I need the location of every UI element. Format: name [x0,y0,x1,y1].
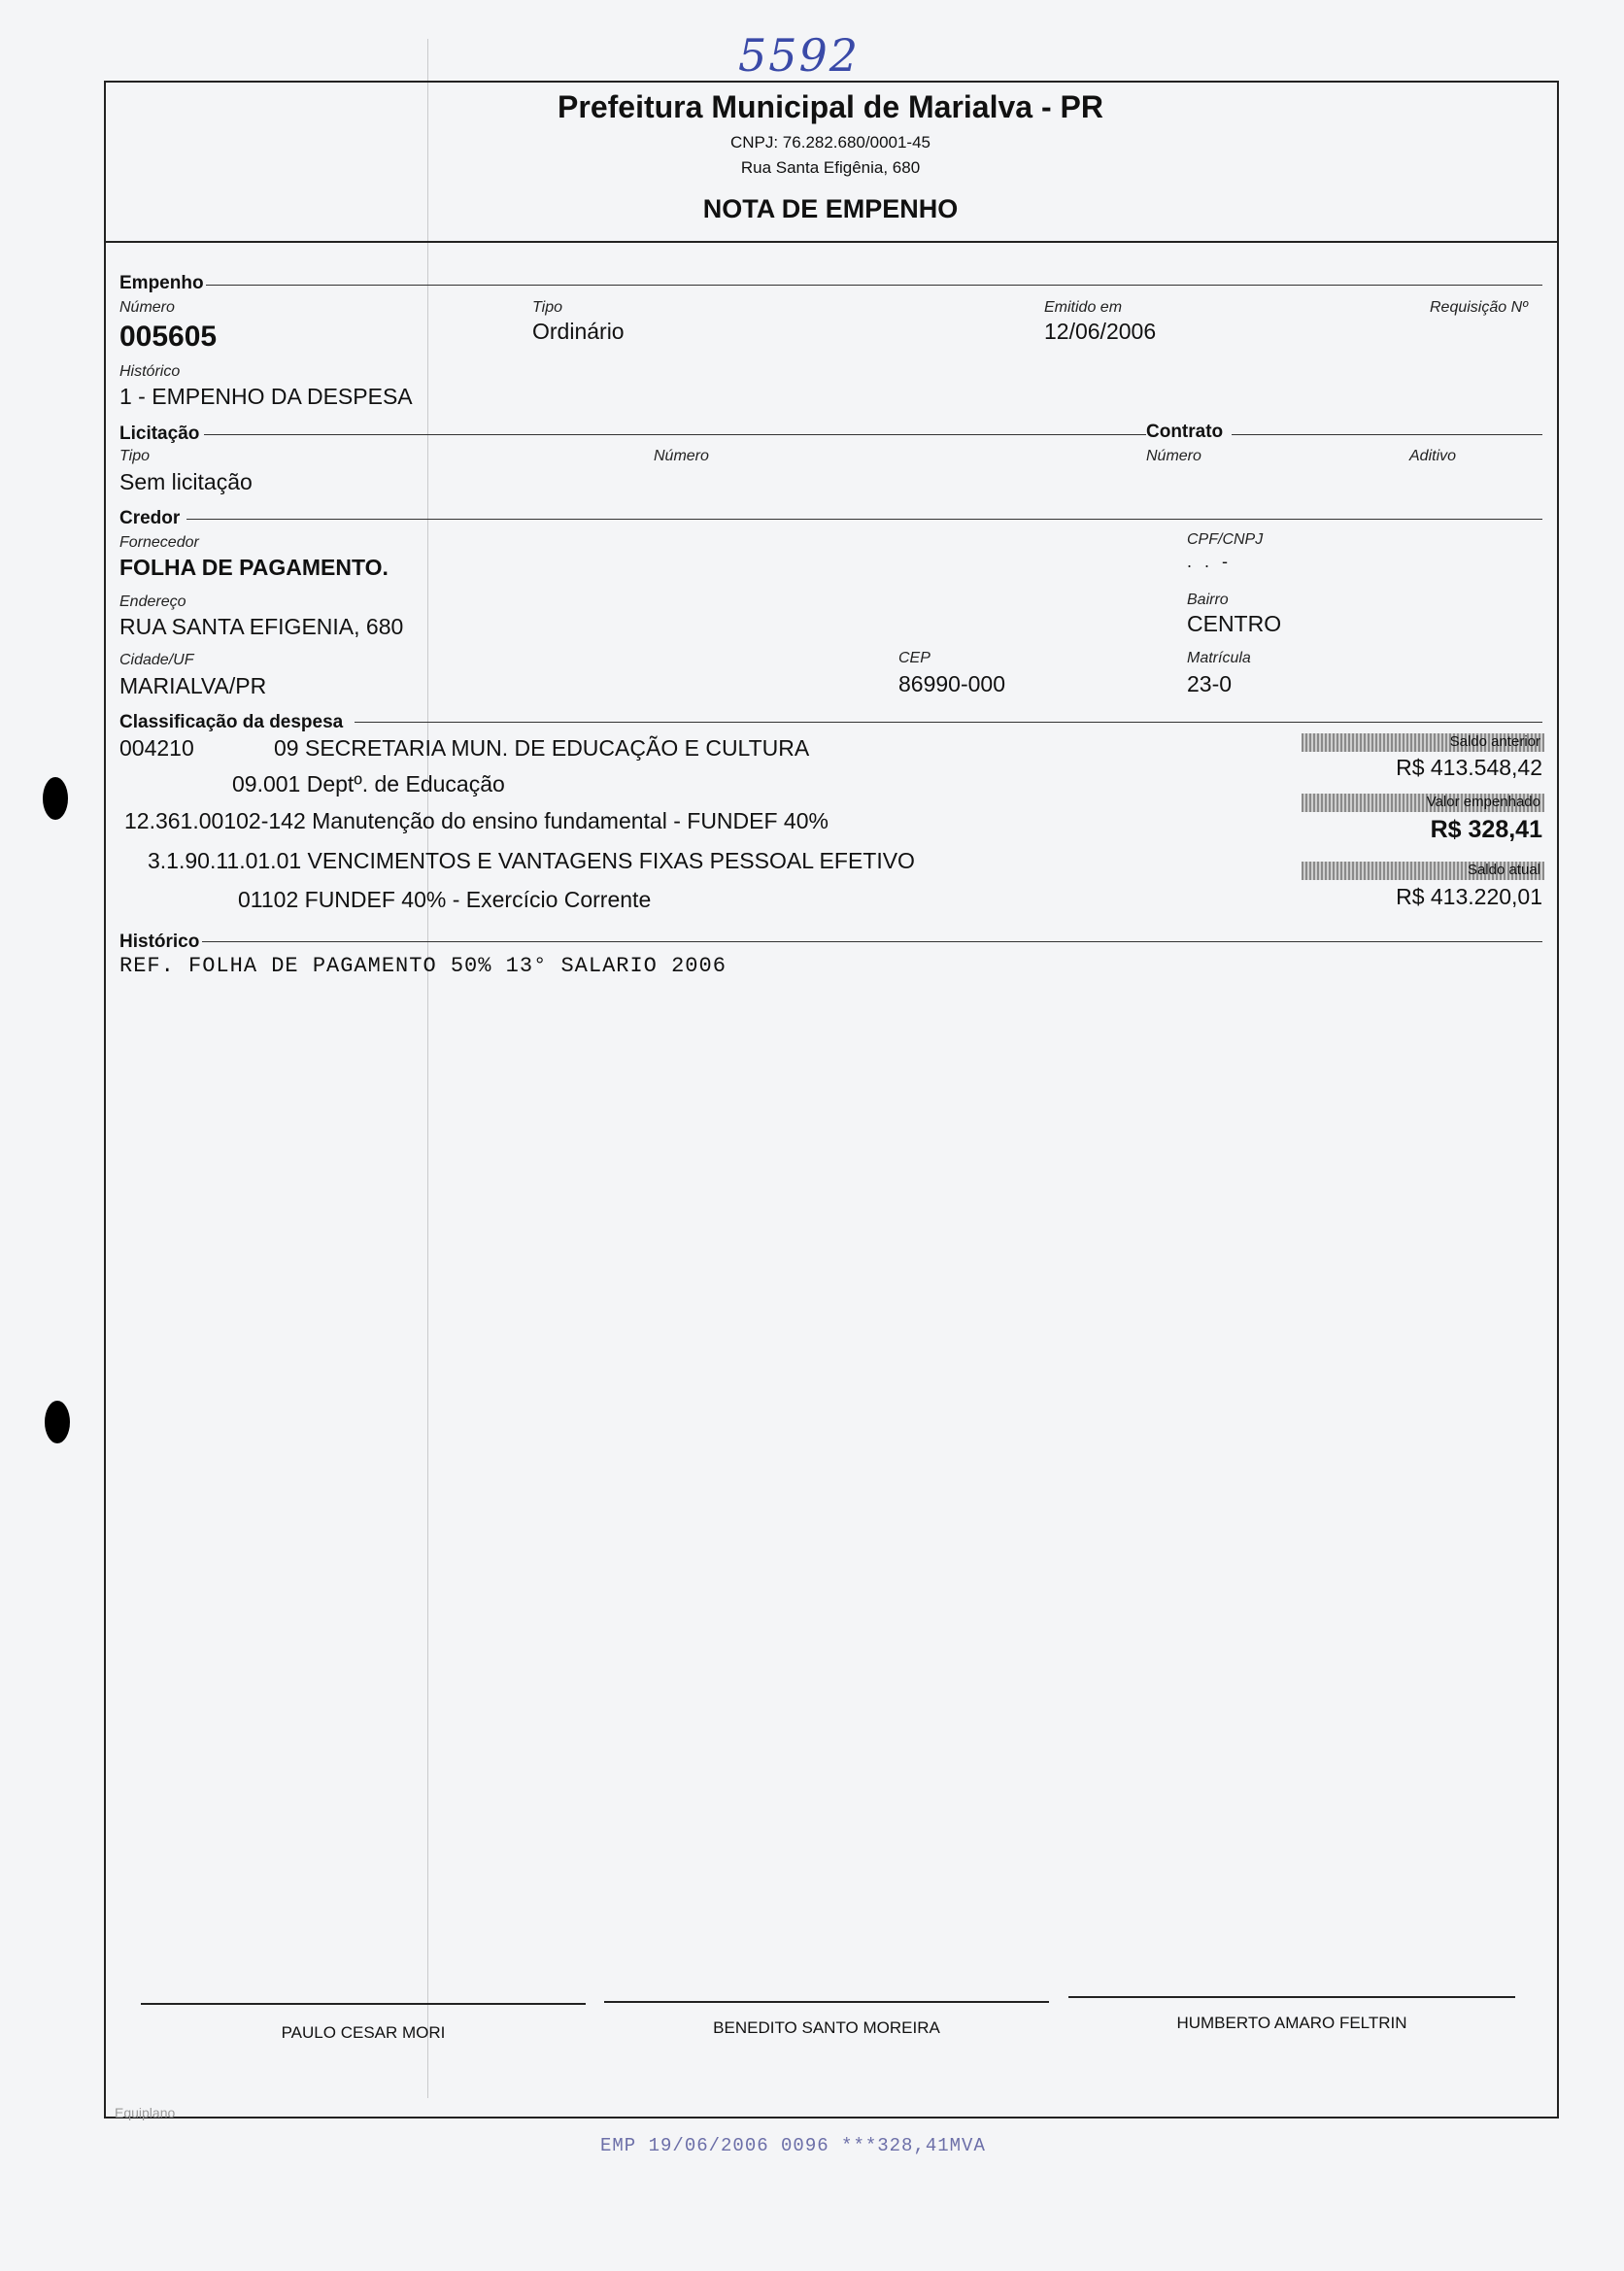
empenho-tipo: Ordinário [532,319,625,344]
classificacao-line4: 3.1.90.11.01.01 VENCIMENTOS E VANTAGENS FIXAS PESSOAL EFETIVO [148,848,915,873]
label-emitido: Emitido em [1044,299,1123,316]
credor-cep: 86990-000 [898,671,1005,696]
section-licitacao: Licitação [119,424,200,444]
label-numero: Número [119,299,175,316]
software-label: Equiplano [115,2105,176,2120]
empenho-number: 005605 [119,321,218,353]
section-classificacao: Classificação da despesa [119,712,344,732]
header-address: Rua Santa Efigênia, 680 [740,158,921,177]
credor-endereco: RUA SANTA EFIGENIA, 680 [119,614,404,639]
classificacao-line5: 01102 FUNDEF 40% - Exercício Corrente [238,887,652,912]
header-divider [104,241,1557,243]
label-cidade: Cidade/UF [119,652,194,668]
signature-line-2 [604,2001,1049,2003]
signature-line-1 [141,2003,586,2005]
rule-credor [186,519,1542,520]
label-contrato-numero: Número [1146,448,1201,464]
label-contrato-aditivo: Aditivo [1409,448,1457,464]
valor-empenhado-value: R$ 328,41 [1430,816,1542,843]
saldo-anterior-value: R$ 413.548,42 [1396,755,1542,780]
label-historico-empenho: Histórico [119,363,181,380]
credor-fornecedor: FOLHA DE PAGAMENTO. [119,555,389,580]
classificacao-code: 004210 [119,735,194,761]
label-bairro: Bairro [1187,592,1229,608]
document-title: NOTA DE EMPENHO [702,194,959,223]
rule-historico [202,941,1542,942]
empenho-historico: 1 - EMPENHO DA DESPESA [119,384,413,409]
signature-name-3: HUMBERTO AMARO FELTRIN [1176,2014,1407,2032]
empenho-date: 12/06/2006 [1044,319,1157,344]
section-empenho: Empenho [119,273,204,293]
label-cpf: CPF/CNPJ [1187,531,1264,548]
punch-hole-bottom [45,1401,70,1443]
rule-licitacao [204,434,1146,435]
classificacao-line2: 09.001 Deptº. de Educação [232,771,505,797]
label-licitacao-numero: Número [654,448,709,464]
rule-classificacao [355,722,1542,723]
page-title: Prefeitura Municipal de Marialva - PR [558,89,1103,124]
section-historico: Histórico [119,932,200,952]
section-contrato: Contrato [1146,422,1224,442]
credor-cidade: MARIALVA/PR [119,673,267,698]
saldo-atual-label: Saldo atual [1302,862,1544,880]
label-licitacao-tipo: Tipo [119,448,150,464]
label-fornecedor: Fornecedor [119,534,199,551]
classificacao-line3: 12.361.00102-142 Manutenção do ensino fundamental - FUNDEF 40% [124,808,829,833]
credor-bairro: CENTRO [1187,611,1282,636]
signature-name-2: BENEDITO SANTO MOREIRA [713,2018,940,2037]
saldo-anterior-label: Saldo anterior [1302,733,1544,752]
credor-matricula: 23-0 [1187,671,1233,696]
signature-name-1: PAULO CESAR MORI [281,2023,446,2042]
section-credor: Credor [119,508,181,528]
label-cep: CEP [898,650,930,666]
classificacao-line1: 09 SECRETARIA MUN. DE EDUCAÇÃO E CULTURA [274,735,810,761]
rule-empenho [206,285,1542,286]
cnpj: CNPJ: 76.282.680/0001-45 [729,133,931,152]
label-matricula: Matrícula [1187,650,1251,666]
saldo-atual-value: R$ 413.220,01 [1396,884,1542,909]
credor-cpf: . . - [1187,552,1232,571]
print-stamp: EMP 19/06/2006 0096 ***328,41MVA [600,2135,986,2156]
signature-line-3 [1068,1996,1515,1998]
valor-empenhado-label: Valor empenhado [1302,794,1544,812]
punch-hole-top [43,777,68,820]
historico-text: REF. FOLHA DE PAGAMENTO 50% 13° SALARIO 2006 [119,954,727,978]
label-endereco: Endereço [119,593,186,610]
licitacao-tipo: Sem licitação [119,469,253,494]
handwritten-number: 5592 [738,29,861,82]
label-tipo: Tipo [532,299,562,316]
label-requisicao: Requisição Nº [1430,299,1528,316]
rule-contrato [1232,434,1542,435]
